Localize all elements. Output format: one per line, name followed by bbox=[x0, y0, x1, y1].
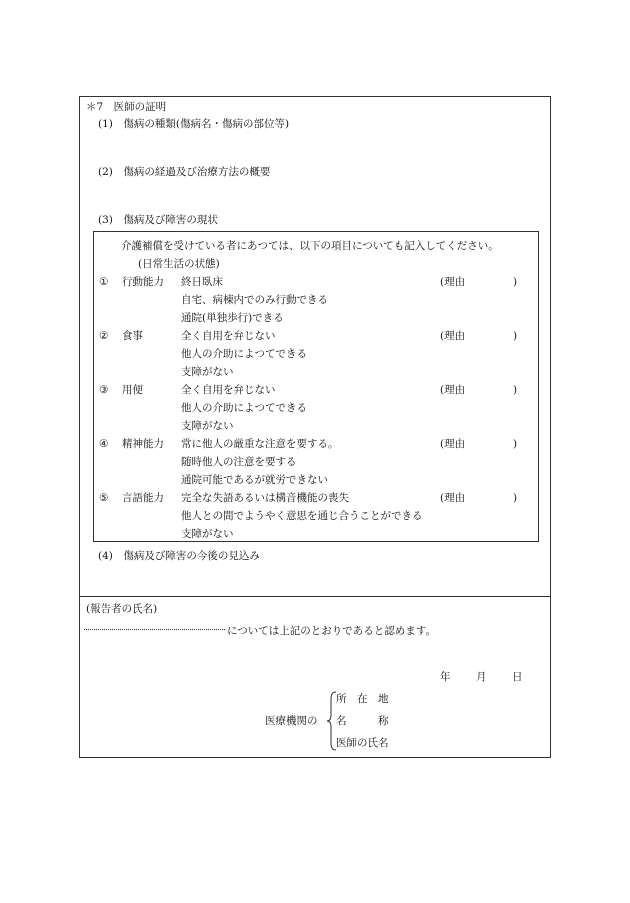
item-option: 終日臥床 bbox=[181, 276, 223, 288]
reason-open: (理由 bbox=[440, 384, 466, 396]
item-label: 用便 bbox=[122, 384, 143, 396]
item-number: ④ bbox=[99, 438, 109, 450]
reason-close: ) bbox=[513, 276, 518, 288]
care-note: 介護補償を受けている者にあつては、以下の項目についても記入してください。 bbox=[121, 240, 499, 252]
item-option: 全く自用を弁じない bbox=[181, 330, 276, 342]
item-label: 行動能力 bbox=[122, 276, 164, 288]
reason-open: (理由 bbox=[440, 330, 466, 342]
item-number: ① bbox=[99, 276, 109, 288]
item-option: 自宅、病棟内でのみ行動できる bbox=[181, 294, 328, 306]
item-label: 精神能力 bbox=[122, 438, 164, 450]
item-option: 他人との間でようやく意思を通じ合うことができる bbox=[181, 510, 423, 522]
item-option: 支障がない bbox=[181, 366, 234, 378]
item-option: 他人の介助によつてできる bbox=[181, 348, 307, 360]
reason-close: ) bbox=[513, 330, 518, 342]
date-day: 日 bbox=[512, 671, 523, 683]
section-divider bbox=[79, 596, 551, 597]
date-month: 月 bbox=[476, 671, 487, 683]
item-number: ② bbox=[99, 330, 109, 342]
item-option: 通院(単独歩行)できる bbox=[181, 312, 284, 324]
item-option: 通院可能であるが就労できない bbox=[181, 474, 328, 486]
item-option: 他人の介助によつてできる bbox=[181, 402, 307, 414]
question-treatment-course: (2) 傷病の経過及び治療方法の概要 bbox=[98, 166, 271, 178]
question-current-status: (3) 傷病及び障害の現状 bbox=[98, 214, 218, 226]
reason-open: (理由 bbox=[440, 438, 466, 450]
field-address: 所 在 地 bbox=[336, 693, 389, 705]
question-injury-type: (1) 傷病の種類(傷病名・傷病の部位等) bbox=[98, 118, 290, 130]
item-label: 言語能力 bbox=[122, 492, 164, 504]
confirmation-statement: については上記のとおりであると認めます。 bbox=[227, 625, 436, 637]
reporter-label: (報告者の氏名) bbox=[86, 603, 158, 615]
item-option: 随時他人の注意を要する bbox=[181, 456, 297, 468]
reason-close: ) bbox=[513, 438, 518, 450]
date-year: 年 bbox=[440, 671, 451, 683]
item-number: ③ bbox=[99, 384, 109, 396]
daily-life-subtitle: (日常生活の状態) bbox=[138, 258, 220, 270]
item-option: 常に他人の厳重な注意を要する。 bbox=[181, 438, 339, 450]
item-option: 支障がない bbox=[181, 528, 234, 540]
reporter-name-line[interactable] bbox=[84, 629, 225, 630]
item-option: 支障がない bbox=[181, 420, 234, 432]
item-number: ⑤ bbox=[99, 492, 109, 504]
reason-open: (理由 bbox=[440, 276, 466, 288]
field-doctor-name: 医師の氏名 bbox=[336, 737, 389, 749]
question-prognosis: (4) 傷病及び障害の今後の見込み bbox=[98, 550, 260, 562]
field-name: 名 称 bbox=[336, 715, 389, 727]
item-option: 完全な失語あるいは構音機能の喪失 bbox=[181, 492, 349, 504]
item-option: 全く自用を弁じない bbox=[181, 384, 276, 396]
reason-close: ) bbox=[513, 384, 518, 396]
reason-open: (理由 bbox=[440, 492, 466, 504]
section-title: ＊7 医師の証明 bbox=[86, 101, 167, 113]
reason-close: ) bbox=[513, 492, 518, 504]
institution-label: 医療機関の bbox=[265, 715, 318, 727]
item-label: 食事 bbox=[122, 330, 143, 342]
